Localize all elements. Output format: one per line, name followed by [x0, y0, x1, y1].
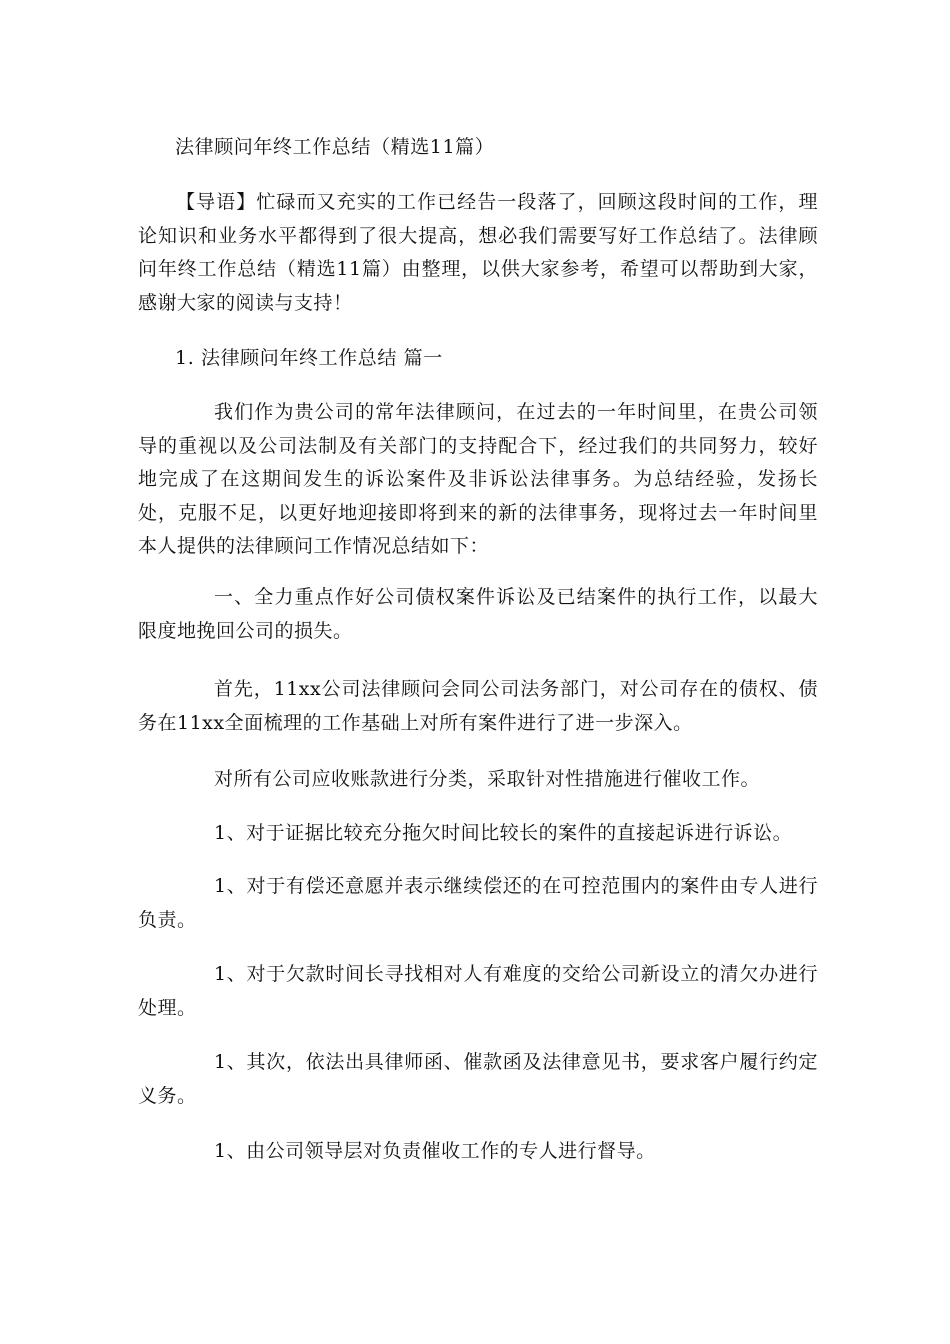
body-paragraph: 对所有公司应收账款进行分类，采取针对性措施进行催收工作。	[214, 768, 761, 790]
list-item: 1、对于证据比较充分拖欠时间比较长的案件的直接起诉进行诉讼。	[214, 822, 793, 844]
body-paragraph: 一、全力重点作好公司债权案件诉讼及已结案件的执行工作，以最大限度地挽回公司的损失。	[138, 586, 818, 642]
body-paragraph: 我们作为贵公司的常年法律顾问，在过去的一年时间里，在贵公司领导的重视以及公司法制及有关部门的支持配合下，经过我们的共同努力，较好地完成了在这期间发生的诉讼案件及非诉讼法律事务。为总结经验，发扬长处，克服不足，以更好地迎接即将到来的新的法律事务，现将过去一年时间里本人提供的法律顾问工作情况总结如下：	[138, 401, 818, 558]
section-heading: 1. 法律顾问年终工作总结 篇一	[175, 347, 443, 369]
list-item: 1、对于有偿还意愿并表示继续偿还的在可控范围内的案件由专人进行负责。	[138, 875, 818, 931]
body-paragraph: 首先，11xx公司法律顾问会同公司法务部门，对公司存在的债权、债务在11xx全面梳理的工作基础上对所有案件进行了进一步深入。	[138, 678, 818, 734]
list-item: 1、由公司领导层对负责催收工作的专人进行督导。	[214, 1140, 656, 1162]
document-title: 法律顾问年终工作总结（精选11篇）	[175, 136, 495, 158]
list-item: 1、其次，依法出具律师函、催款函及法律意见书，要求客户履行约定义务。	[138, 1051, 818, 1107]
list-item: 1、对于欠款时间长寻找相对人有难度的交给公司新设立的清欠办进行处理。	[138, 963, 818, 1019]
intro-paragraph: 【导语】忙碌而又充实的工作已经告一段落了，回顾这段时间的工作，理论知识和业务水平都得到了很大提高，想必我们需要写好工作总结了。法律顾问年终工作总结（精选11篇）由整理，以供大家参考，希望可以帮助到大家，感谢大家的阅读与支持！	[138, 191, 818, 314]
